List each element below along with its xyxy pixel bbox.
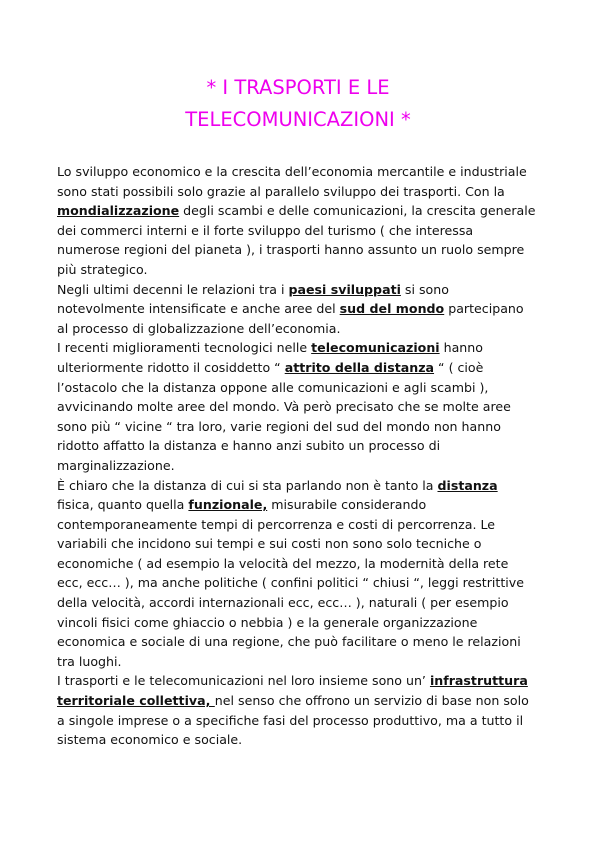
body-line [57, 338, 557, 358]
body-line [57, 182, 557, 202]
text-run: nel senso che offrono un servizio di base non solo [214, 693, 529, 709]
text-run: economiche ( ad esempio la velocità del mezzo, la modernità della rete [57, 555, 509, 571]
text-run: della velocità, accordi internazionali ecc, ecc… ), naturali ( per esempio [57, 595, 509, 611]
text-run: hanno [439, 340, 483, 356]
body-line [57, 554, 557, 574]
text-run: l’ostacolo che la distanza oppone alle comunicazioni e agli scambi ), [57, 379, 489, 395]
body-line [57, 280, 557, 300]
keyword: funzionale, [188, 497, 268, 513]
body-line [57, 534, 557, 554]
text-run: partecipano [444, 301, 524, 317]
keyword: distanza [437, 477, 498, 493]
text-run: notevolmente intensificate e anche aree del [57, 301, 340, 317]
text-run: I trasporti e le telecomunicazioni nel loro insieme sono un’ [57, 673, 430, 689]
body-line [57, 319, 557, 339]
body-line [57, 573, 557, 593]
keyword: infrastruttura [429, 673, 528, 689]
body-line [57, 515, 557, 535]
text-run: ulteriormente ridotto il cosiddetto “ [57, 359, 285, 375]
body-line [57, 417, 557, 437]
body-line [57, 358, 557, 378]
text-run: È chiaro che la distanza di cui si sta parlando non è tanto la [57, 477, 438, 493]
keyword: mondializzazione [57, 203, 180, 219]
keyword: territoriale collettiva, [57, 693, 215, 709]
text-run: numerose regioni del pianeta ), i trasporti hanno assunto un ruolo sempre [57, 242, 525, 258]
keyword: sud del mondo [339, 301, 445, 317]
keyword: attrito della distanza [284, 359, 435, 375]
body-line [57, 632, 557, 652]
text-run: misurabile considerando [267, 497, 427, 513]
text-run: “ ( cioè [434, 359, 484, 375]
body-text [57, 162, 557, 750]
text-run: avvicinando molte aree del mondo. Và però precisato che se molte aree [57, 399, 511, 415]
text-run: a singole imprese o a specifiche fasi del processo produttivo, ma a tutto il [57, 712, 524, 728]
text-run: variabili che incidono sui tempi e sui costi non sono solo tecniche o [57, 536, 482, 552]
body-line [57, 436, 557, 456]
text-run: I recenti miglioramenti tecnologici nelle [57, 340, 312, 356]
body-line [57, 221, 557, 241]
keyword: telecomunicazioni [311, 340, 440, 356]
body-line [57, 201, 557, 221]
body-line [57, 476, 557, 496]
body-line [57, 730, 557, 750]
keyword: paesi sviluppati [288, 281, 401, 297]
text-run: si sono [400, 281, 449, 297]
text-run: tra luoghi. [57, 653, 122, 669]
body-line [57, 671, 557, 691]
body-line [57, 495, 557, 515]
text-run: sono più “ vicine “ tra loro, varie regioni del sud del mondo non hanno [57, 418, 501, 434]
text-run: economica e sociale di una regione, che può facilitare o meno le relazioni [57, 634, 521, 650]
text-run: sono stati possibili solo grazie al parallelo sviluppo dei trasporti. Con la [57, 183, 505, 199]
body-line [57, 299, 557, 319]
title-line-1: * I TRASPORTI E LE [206, 76, 390, 99]
body-line [57, 593, 557, 613]
text-run: sistema economico e sociale. [57, 732, 243, 748]
body-line [57, 162, 557, 182]
body-line [57, 456, 557, 476]
body-line [57, 240, 557, 260]
text-run: al processo di globalizzazione dell’economia. [57, 320, 341, 336]
body-line [57, 691, 557, 711]
text-run: vincoli fisici come ghiaccio o nebbia ) e la generale organizzazione [57, 614, 478, 630]
text-run: dei commerci interni e il forte sviluppo del turismo ( che interessa [57, 222, 474, 238]
text-run: Negli ultimi decenni le relazioni tra i [57, 281, 289, 297]
text-run: più strategico. [57, 261, 148, 277]
text-run: contemporaneamente tempi di percorrenza e costi di percorrenza. Le [57, 516, 496, 532]
text-run: ridotto affatto la distanza e hanno anzi subito un processo di [57, 438, 441, 454]
body-line [57, 711, 557, 731]
body-line [57, 378, 557, 398]
body-line [57, 260, 557, 280]
title-line-2: TELECOMUNICAZIONI * [185, 108, 411, 131]
body-line [57, 397, 557, 417]
body-line [57, 652, 557, 672]
body-line [57, 613, 557, 633]
text-run: Lo sviluppo economico e la crescita dell’economia mercantile e industriale [57, 164, 527, 179]
text-run: fisica, quanto quella [57, 497, 189, 513]
text-run: degli scambi e delle comunicazioni, la crescita generale [179, 203, 536, 219]
text-run: ecc, ecc… ), ma anche politiche ( confini politici “ chiusi “, leggi restrittive [57, 575, 525, 591]
text-run: marginalizzazione. [57, 457, 175, 473]
